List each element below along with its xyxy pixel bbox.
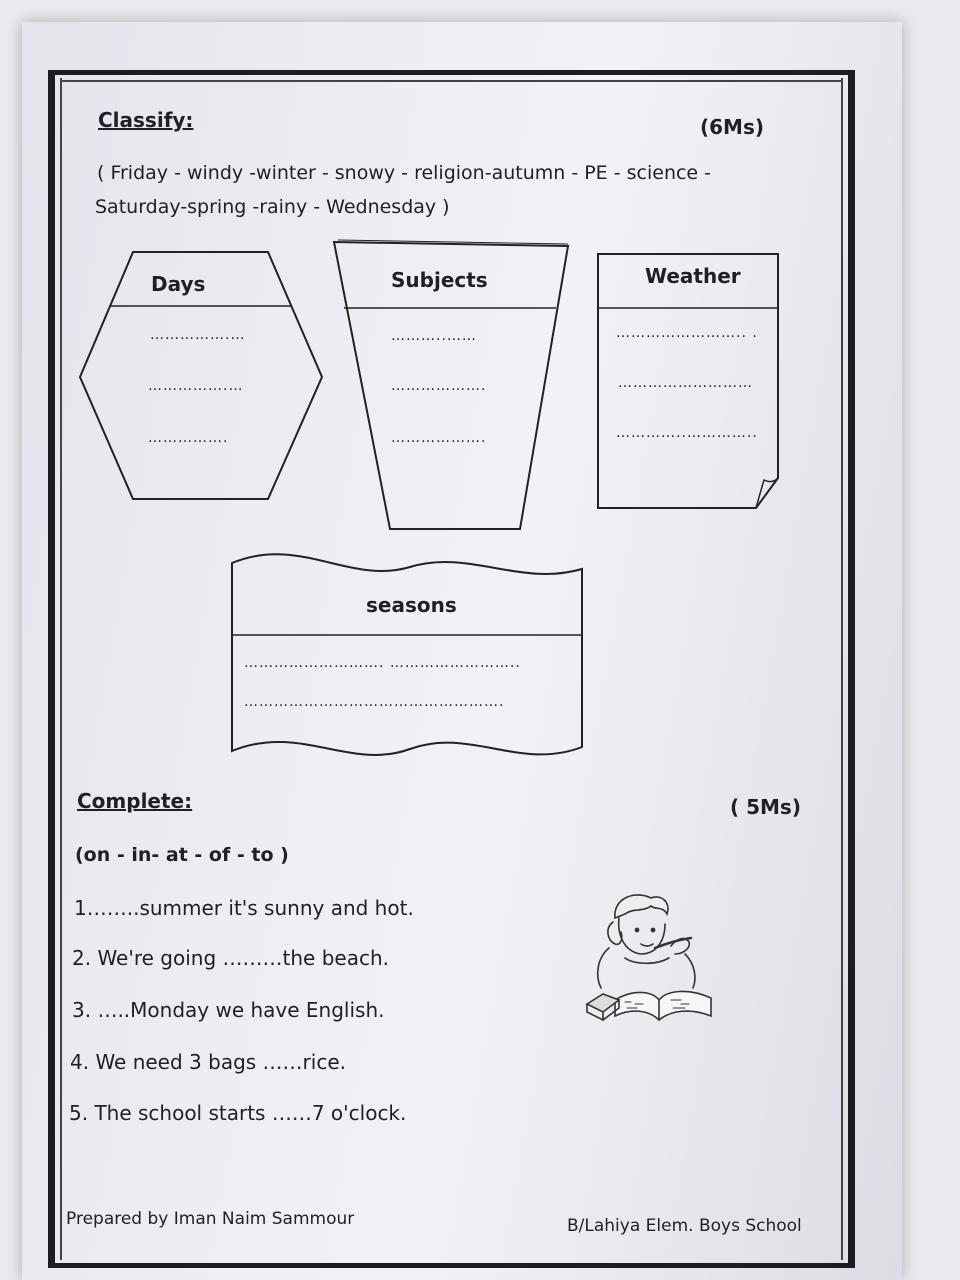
- complete-title: Complete:: [77, 789, 193, 813]
- complete-sentence-3[interactable]: 3. …..Monday we have English.: [72, 998, 385, 1022]
- weather-answer-line-3[interactable]: …………..…………..: [616, 425, 758, 441]
- seasons-answer-line-1[interactable]: ………………………. ……………………..: [244, 655, 521, 671]
- frame-bottom-border: [48, 1263, 855, 1268]
- frame-inner-top-line: [60, 80, 843, 82]
- weather-title: Weather: [645, 264, 741, 288]
- days-answer-line-3[interactable]: …………….: [148, 430, 229, 446]
- seasons-title: seasons: [366, 593, 457, 617]
- classify-word-bank-line2: Saturday-spring -rainy - Wednesday ): [95, 196, 450, 218]
- complete-sentence-5[interactable]: 5. The school starts ……7 o'clock.: [69, 1101, 407, 1125]
- frame-top-border: [48, 70, 855, 75]
- frame-left-border: [48, 70, 55, 1265]
- complete-sentence-1[interactable]: 1……..summer it's sunny and hot.: [74, 896, 414, 920]
- days-answer-line-1[interactable]: …………….…: [150, 327, 246, 343]
- subjects-answer-line-3[interactable]: ……………….: [391, 430, 487, 446]
- classify-title: Classify:: [98, 108, 194, 132]
- seasons-answer-line-2[interactable]: …………………………………………….: [244, 694, 505, 710]
- subjects-title: Subjects: [391, 268, 488, 292]
- complete-marks: ( 5Ms): [730, 795, 801, 819]
- days-answer-line-2[interactable]: …………….…: [148, 378, 244, 394]
- subjects-answer-line-1[interactable]: ………..……: [391, 328, 477, 344]
- complete-sentence-2[interactable]: 2. We're going ………the beach.: [72, 946, 389, 970]
- frame-inner-right-line: [841, 78, 843, 1260]
- classify-word-bank-line1: ( Friday - windy -winter - snowy - religion-autumn - PE - science -: [97, 162, 712, 184]
- weather-answer-line-1[interactable]: …………………….. .: [616, 325, 758, 341]
- boy-reading-illustration: [585, 888, 720, 1030]
- frame-inner-left-line: [60, 78, 62, 1260]
- complete-word-bank: (on - in- at - of - to ): [75, 844, 289, 866]
- complete-sentence-4[interactable]: 4. We need 3 bags ……rice.: [70, 1050, 346, 1074]
- footer-school-name: B/Lahiya Elem. Boys School: [567, 1216, 802, 1236]
- subjects-answer-line-2[interactable]: ……………….: [391, 378, 487, 394]
- days-title: Days: [151, 272, 206, 296]
- classify-marks: (6Ms): [700, 115, 765, 139]
- frame-right-border: [848, 70, 855, 1265]
- footer-prepared-by: Prepared by Iman Naim Sammour: [66, 1209, 355, 1229]
- weather-answer-line-2[interactable]: ………………………: [618, 375, 753, 391]
